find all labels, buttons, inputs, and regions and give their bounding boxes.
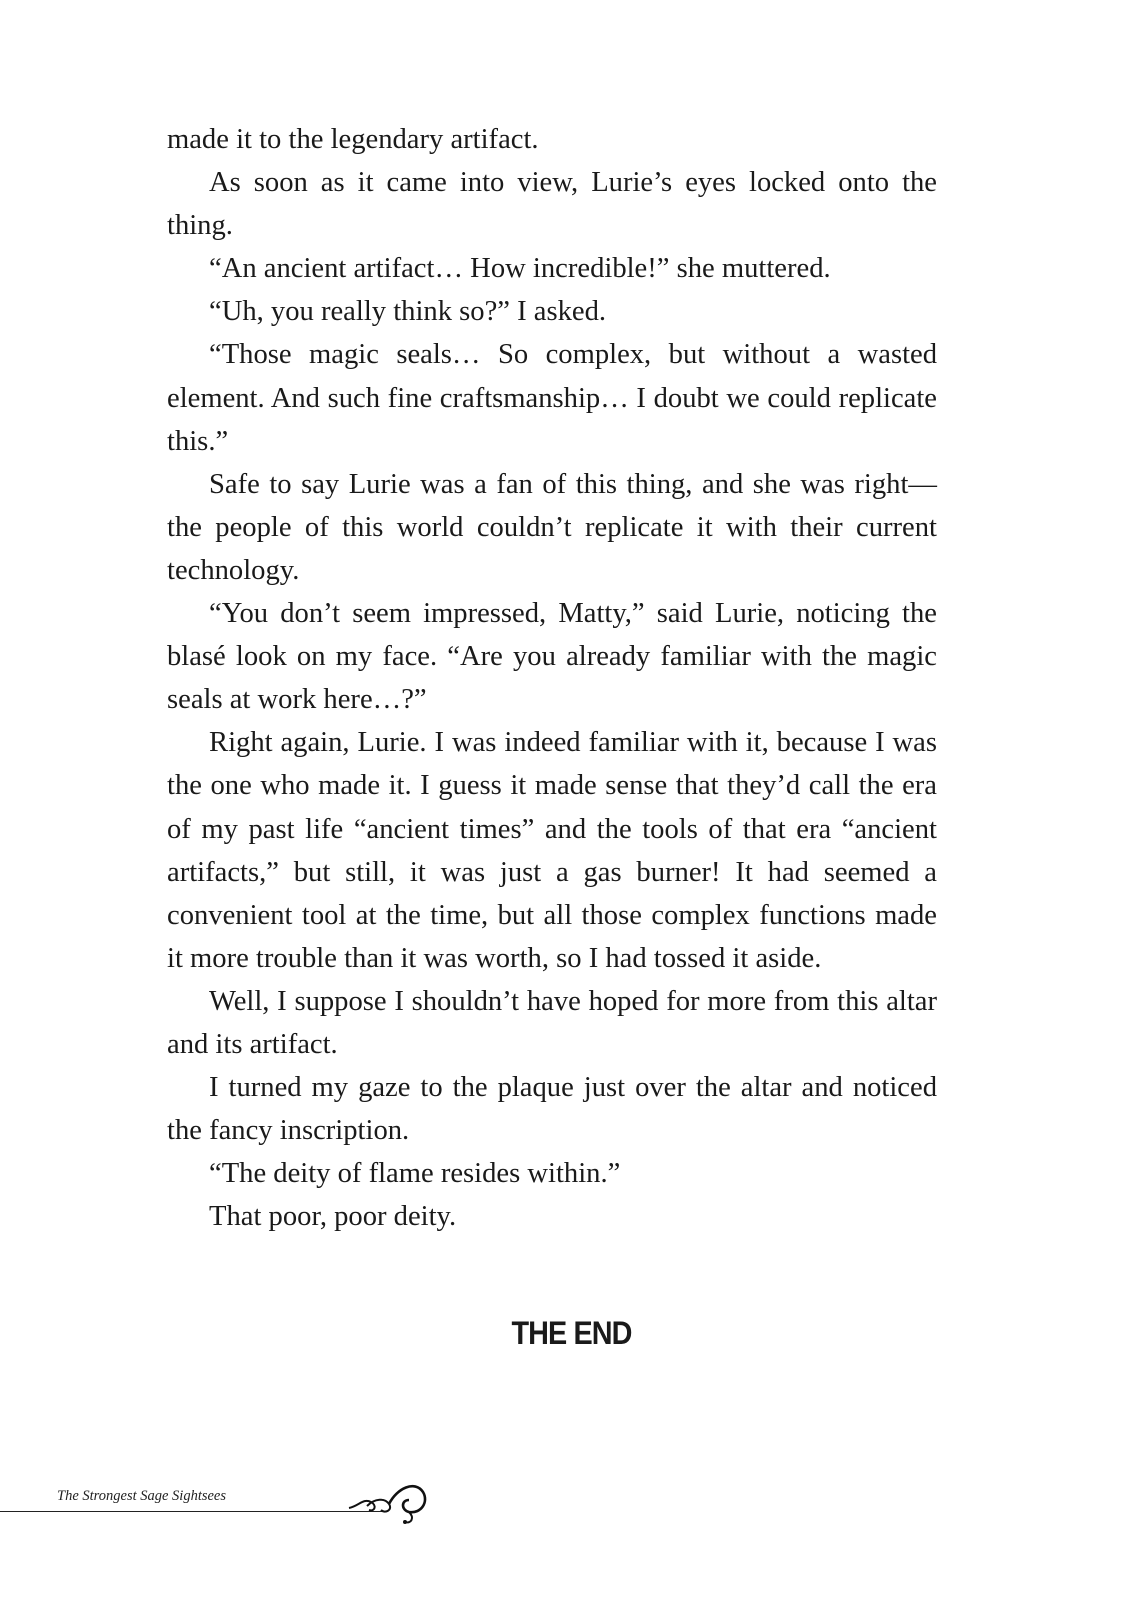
paragraph-10: I turned my gaze to the plaque just over the altar and noticed the fancy inscription.	[167, 1072, 937, 1147]
flourish-ornament-icon	[345, 1468, 435, 1528]
footer-rule	[0, 1511, 388, 1512]
paragraph-6: Safe to say Lurie was a fan of this thing, and she was right—the people of this world couldn’t replicate it with their current technology.	[167, 468, 937, 586]
body-text	[167, 118, 937, 1238]
paragraph-7: “You don’t seem impressed, Matty,” said Lurie, noticing the blasé look on my face. “Are you already familiar with the magic seals at work here…?”	[167, 598, 937, 716]
paragraph-4: “Uh, you really think so?” I asked.	[209, 296, 607, 328]
paragraph-3: “An ancient artifact… How incredible!” she muttered.	[209, 253, 831, 285]
paragraph-12: That poor, poor deity.	[209, 1201, 457, 1233]
the-end-heading: THE END	[511, 1315, 632, 1351]
paragraph-1: made it to the legendary artifact.	[167, 124, 539, 155]
footer-book-title: The Strongest Sage Sightsees	[57, 1488, 227, 1504]
paragraph-8: Right again, Lurie. I was indeed familiar with it, because I was the one who made it. I guess it made sense that they’d call the era of my past life “ancient times” and the tools of that era “ancient artifacts,” but still, it was just a gas burner! It had seemed a convenient tool at the time, but all those complex functions made it more trouble than it was worth, so I had tossed it aside.	[167, 727, 937, 974]
paragraph-11: “The deity of flame resides within.”	[209, 1158, 621, 1190]
paragraph-9: Well, I suppose I shouldn’t have hoped for more from this altar and its artifact.	[167, 985, 937, 1060]
paragraph-2: As soon as it came into view, Lurie’s eyes locked onto the thing.	[167, 167, 937, 242]
paragraph-5: “Those magic seals… So complex, but without a wasted element. And such fine craftsmanship… I doubt we could replicate this.”	[167, 339, 937, 457]
